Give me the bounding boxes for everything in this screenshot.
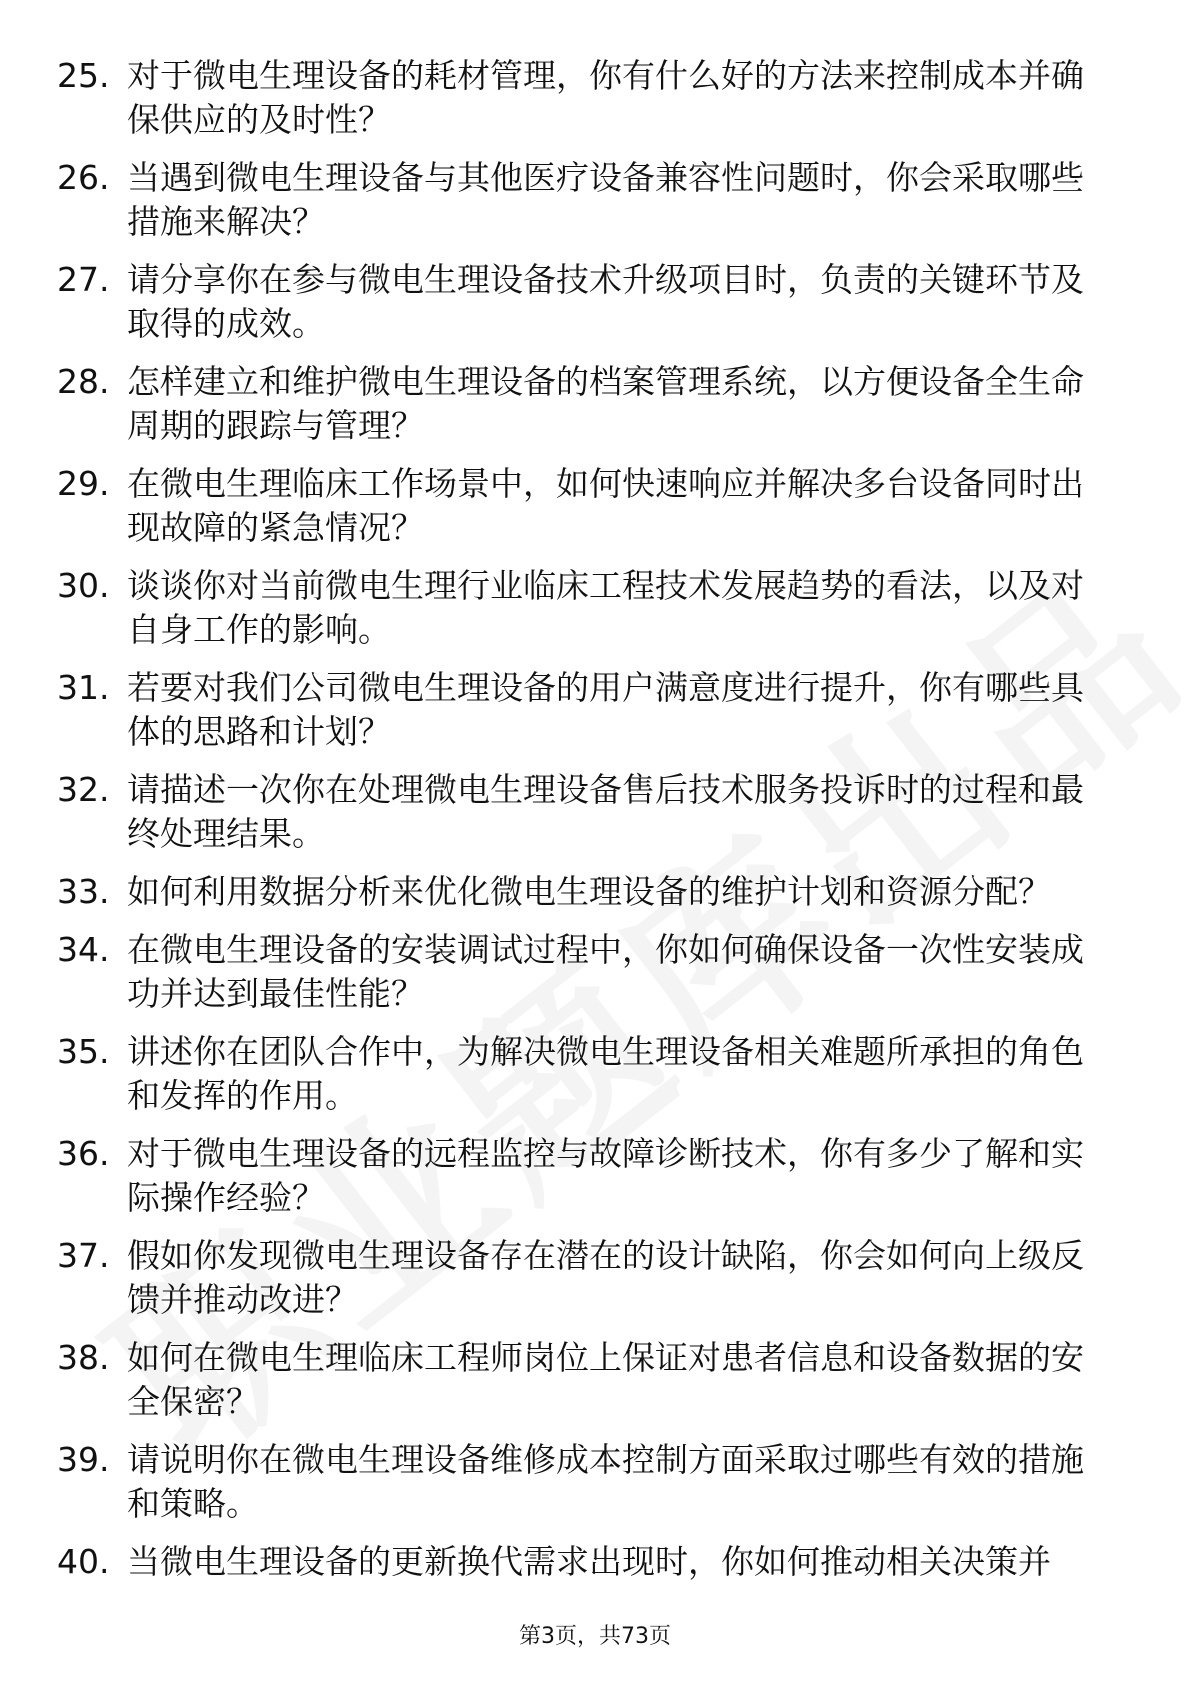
question-item [57,1336,1107,1424]
question-number: 34. [57,930,110,969]
question-number: 28. [57,362,110,401]
question-text: 若要对我们公司微电生理设备的用户满意度进行提升，你有哪些具体的思路和计划？ [127,668,1084,751]
question-item [57,1132,1107,1220]
question-number: 30. [57,566,110,605]
question-text: 对于微电生理设备的远程监控与故障诊断技术，你有多少了解和实际操作经验？ [127,1134,1084,1217]
question-text: 请分享你在参与微电生理设备技术升级项目时，负责的关键环节及取得的成效。 [127,260,1084,343]
question-item [57,1234,1107,1322]
question-item [57,258,1107,346]
question-item [57,360,1107,448]
question-text: 当微电生理设备的更新换代需求出现时，你如何推动相关决策并 [127,1542,1051,1581]
question-item [57,54,1107,142]
question-item [57,1438,1107,1526]
question-text: 请描述一次你在处理微电生理设备售后技术服务投诉时的过程和最终处理结果。 [127,770,1084,853]
question-text: 在微电生理临床工作场景中，如何快速响应并解决多台设备同时出现故障的紧急情况？ [127,464,1084,547]
question-item [57,1540,1107,1584]
question-number: 36. [57,1134,110,1173]
question-text: 如何在微电生理临床工程师岗位上保证对患者信息和设备数据的安全保密？ [127,1338,1084,1421]
question-number: 40. [57,1542,110,1581]
question-item [57,768,1107,856]
question-number: 37. [57,1236,110,1275]
question-item [57,156,1107,244]
question-text: 讲述你在团队合作中，为解决微电生理设备相关难题所承担的角色和发挥的作用。 [127,1032,1084,1115]
question-item [57,564,1107,652]
question-number: 31. [57,668,110,707]
question-item [57,666,1107,754]
question-item [57,462,1107,550]
question-number: 29. [57,464,110,503]
question-number: 25. [57,56,110,95]
question-text: 对于微电生理设备的耗材管理，你有什么好的方法来控制成本并确保供应的及时性？ [127,56,1084,139]
page-number-label: 第3页，共73页 [519,1624,671,1649]
page-footer [0,1622,1190,1652]
question-item [57,928,1107,1016]
question-item [57,1030,1107,1118]
question-text: 在微电生理设备的安装调试过程中，你如何确保设备一次性安装成功并达到最佳性能？ [127,930,1084,1013]
question-text: 当遇到微电生理设备与其他医疗设备兼容性问题时，你会采取哪些措施来解决？ [127,158,1084,241]
question-text: 如何利用数据分析来优化微电生理设备的维护计划和资源分配？ [127,872,1051,911]
question-text: 请说明你在微电生理设备维修成本控制方面采取过哪些有效的措施和策略。 [127,1440,1084,1523]
question-text: 假如你发现微电生理设备存在潜在的设计缺陷，你会如何向上级反馈并推动改进？ [127,1236,1084,1319]
question-number: 38. [57,1338,110,1377]
question-number: 27. [57,260,110,299]
question-number: 39. [57,1440,110,1479]
question-number: 26. [57,158,110,197]
question-number: 33. [57,872,110,911]
question-number: 35. [57,1032,110,1071]
question-text: 谈谈你对当前微电生理行业临床工程技术发展趋势的看法，以及对自身工作的影响。 [127,566,1084,649]
question-list [57,54,1107,1598]
question-number: 32. [57,770,110,809]
question-item [57,870,1107,914]
question-text: 怎样建立和维护微电生理设备的档案管理系统，以方便设备全生命周期的跟踪与管理？ [127,362,1084,445]
